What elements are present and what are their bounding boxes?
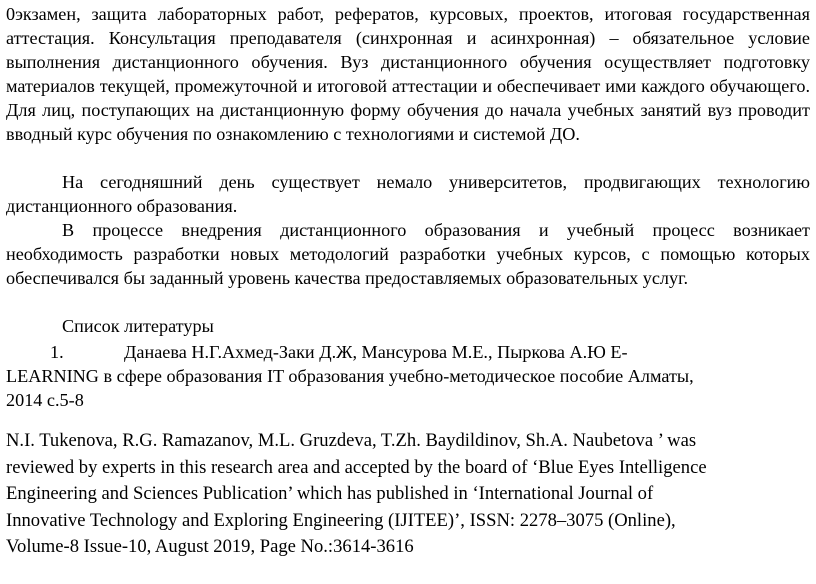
reference-line-1: Данаева Н.Г.Ахмед-Заки Д.Ж, Мансурова М.Е., Пыркова А.Ю E- (124, 342, 628, 362)
publication-note-line: Engineering and Sciences Publication’ which has published in ‘International Journal of (6, 483, 654, 504)
publication-note-line: reviewed by experts in this research area and accepted by the board of ‘Blue Eyes Intelligence (6, 456, 707, 478)
publication-note-line: N.I. Tukenova, R.G. Ramazanov, M.L. Gruzdeva, T.Zh. Baydildinov, Sh.A. Naubetova ’ was (6, 430, 697, 451)
references-heading: Список литературы (62, 316, 214, 336)
reference-number: 1. (50, 342, 64, 362)
reference-line-3: 2014 с.5-8 (6, 390, 84, 410)
body-paragraph-3: В процессе внедрения дистанционного образования и учебный процесс возникает необходимость разработки новых методологий разработки учебных курсов, с помощью которых обеспечивался бы заданный уровень качества предоставляемых образовательных услуг. (6, 220, 810, 288)
body-paragraph-2: На сегодняшний день существует немало университетов, продвигающих технологию дистанционного образования. (6, 172, 810, 216)
publication-note (6, 428, 810, 561)
body-paragraph-1: 0экзамен, защита лабораторных работ, рефератов, курсовых, проектов, итоговая государственная аттестация. Консультация преподавателя (синхронная и асинхронная) – обязательное условие выполнения дистанционного обучения. Вуз дистанционного обучения осуществляет подготовку материалов текущей, промежуточной и итоговой аттестации и обеспечивает ими каждого обучающего. Для лиц, поступающих на дистанционную форму обучения до начала учебных занятий вуз проводит вводный курс обучения по ознакомлению с технологиями и системой ДО. (6, 4, 810, 144)
reference-line-2: LEARNING в сфере образования IT образования учебно-методическое пособие Алматы, (6, 366, 694, 386)
publication-note-line: Volume-8 Issue-10, August 2019, Page No.:3614-3616 (6, 536, 414, 557)
publication-note-line: Innovative Technology and Exploring Engineering (IJITEE)’, ISSN: 2278–3075 (Online), (6, 509, 676, 531)
reference-item (6, 340, 806, 412)
